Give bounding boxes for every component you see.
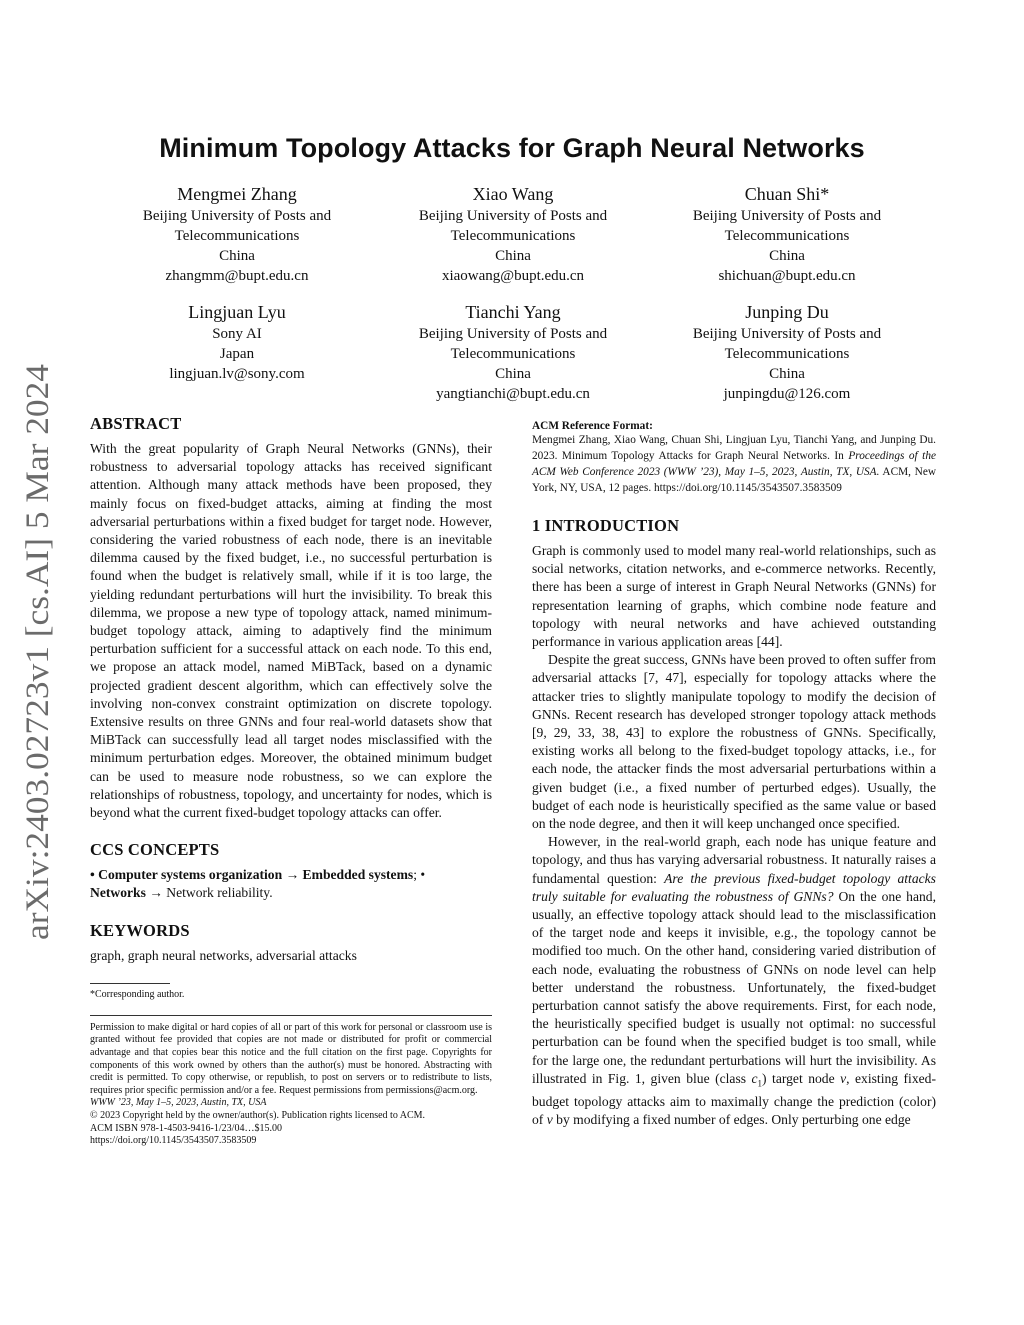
author-name: Mengmei Zhang <box>177 184 297 204</box>
intro-paragraph-2: Despite the great success, GNNs have been proved to often suffer from adversarial attacks [7, 47], especially for topology attacks where the attacker tries to slightly manipulate topology to modify the decision of GNNs. Recent research has developed stronger topology attack methods [9, 29, 33, 38, 43] to explore the robustness of GNNs. Specifically, existing works all belong to the fixed-budget topology attacks, i.e., for each node, the attacker finds the most adversarial perturbations within a given budget (i.e., a fixed number of perturbed edges). Usually, the budget of each node is heuristically specified as the same value or based on the node degree, and then it will keep unchanged once specified. <box>532 652 936 832</box>
venue: WWW ’23, May 1–5, 2023, Austin, TX, USA <box>90 1097 267 1109</box>
author-block <box>642 183 932 286</box>
author-name: Junping Du <box>745 302 829 322</box>
ccs-heading: CCS CONCEPTS <box>90 840 220 860</box>
author-country: China <box>495 366 531 382</box>
footnote-divider <box>90 983 170 984</box>
author-email: junpingdu@126.com <box>723 386 851 402</box>
permission-text: Permission to make digital or hard copies of all or part of this work for personal or classroom use is granted without fee provided that copies are not made or distributed for profit or commercial advantage and that copies bear this notice and the full citation on the first page. Copyrights for components of this work owned by others than the author(s) must be honored. Abstracting with credit is permitted. To copy otherwise, or republish, to post on servers or to redistribute to lists, requires prior specific permission and/or a fee. Request permissions from permissions@acm.org. <box>90 1021 492 1096</box>
author-email: lingjuan.lv@sony.com <box>169 366 305 382</box>
author-affiliation: Beijing University of Posts and <box>692 208 882 224</box>
intro-paragraph-3: However, in the real-world graph, each node has unique feature and topology, and thus has varying adversarial robustness. It naturally raises a fundamental question: Are the previous fixed-budget topology attacks truly suitable for evaluating the robustness of GNNs? On the one hand, usually, an effective topology attack should lead to the misclassification of the target node and keeps it invisible, e.g., the topology cannot be modified too much. On the other hand, considering varied distribution of each node, evaluating the robustness of GNNs on node level can help better understand the robustness. Unfortunately, the fixed-budget perturbation cannot satisfy the above requirements. First, for each node, the heuristically specified budget is usually not optimal: no successful perturbation can be found when the specified budget is too small, while for the large one, the redundant perturbations will hurt the invisibility. As illustrated in Fig. 1, given blue (class $c_1$) target node v, existing fixed-budget topology attacks aim to maximally change the prediction (color) of v by modifying a fixed number of edges. Only perturbing one edge <box>532 834 936 1128</box>
ccs-concept-1: • Computer systems organization → Embedded systems <box>90 867 414 883</box>
author-name: Chuan Shi* <box>744 184 830 204</box>
author-country: China <box>769 366 805 382</box>
permission-divider <box>90 1015 492 1016</box>
intro-heading: 1 INTRODUCTION <box>532 516 680 535</box>
author-country: Japan <box>219 346 255 362</box>
author-email: zhangmm@bupt.edu.cn <box>165 268 309 284</box>
author-country: China <box>219 248 255 264</box>
author-block <box>368 301 658 404</box>
ccs-section <box>90 840 492 902</box>
author-affiliation: Telecommunications <box>724 346 850 362</box>
keywords-heading: KEYWORDS <box>90 920 190 940</box>
author-affiliation: Beijing University of Posts and <box>418 326 608 342</box>
paper-title: Minimum Topology Attacks for Graph Neural Networks <box>159 133 865 163</box>
acm-ref-heading: ACM Reference Format: <box>532 420 653 432</box>
arxiv-stamp-text: arXiv:2403.02723v1 [cs.AI] 5 Mar 2024 <box>20 402 56 940</box>
acm-ref-text: Mengmei Zhang, Xiao Wang, Chuan Shi, Lingjuan Lyu, Tianchi Yang, and Junping Du. 2023. Minimum Topology Attacks for Graph Neural Networks. In Proceedings of the ACM Web Conference 2023 (WWW ’23), May 1–5, 2023, Austin, TX, USA. ACM, New York, NY, USA, 12 pages. https://doi.org/10.1145/3543507.3583509 <box>532 434 936 494</box>
intro-paragraph-1: Graph is commonly used to model many real-world relationships, such as social networks, citation networks, and e-commerce networks. Recently, there has been a surge of interest in Graph Neural Networks (GNNs) for representation learning of graphs, which combine node feature and topology with neural networks and have achieved outstanding performance in various application areas [44]. <box>532 543 936 650</box>
abstract-heading: ABSTRACT <box>90 414 182 433</box>
author-affiliation: Sony AI <box>212 326 262 342</box>
author-affiliation: Telecommunications <box>724 228 850 244</box>
keywords-text: graph, graph neural networks, adversarial attacks <box>90 947 357 963</box>
author-email: xiaowang@bupt.edu.cn <box>441 268 585 284</box>
author-name: Lingjuan Lyu <box>188 302 286 322</box>
copyright: © 2023 Copyright held by the owner/author(s). Publication rights licensed to ACM. <box>90 1110 426 1122</box>
left-column <box>90 414 492 1148</box>
author-country: China <box>495 248 531 264</box>
author-affiliation: Beijing University of Posts and <box>142 208 332 224</box>
footnote: *Corresponding author. <box>90 988 185 1000</box>
ccs-text: • Computer systems organization → Embedded systems; • Networks → Network reliability. <box>90 867 426 901</box>
author-affiliation: Telecommunications <box>450 346 576 362</box>
author-email: shichuan@bupt.edu.cn <box>718 268 856 284</box>
author-affiliation: Telecommunications <box>174 228 300 244</box>
author-block <box>642 301 932 404</box>
author-affiliation: Beijing University of Posts and <box>692 326 882 342</box>
abstract-text: With the great popularity of Graph Neural Networks (GNNs), their robustness to adversarial topology attacks has received significant attention. Although many attack methods have been proposed, they mainly focus on fixed-budget attacks, aiming at finding the most adversarial perturbations within a fixed budget for target node. However, considering the varied robustness of each node, there is an inevitable dilemma caused by the fixed budget, i.e., no successful perturbation is found when the budget is relatively small, while if it is too large, the yielding redundant perturbations will hurt the invisibility. To break this dilemma, we propose a new type of topology attack, named minimum-budget topology attack, aiming to adaptively find the minimum perturbation sufficient for a successful attack on each node. To this end, we propose an attack model, named MiBTack, based on a dynamic projected gradient descent algorithm, which can effectively solve the involving non-convex constraint optimization on discrete topology. Extensive results on three GNNs and four real-world datasets show that MiBTack can successfully lead all target nodes misclassified with the minimum perturbation edges. Moreover, the obtained minimum budget can be used to measure node robustness, so we can explore the relationships of robustness, topology, and uncertainty for nodes, which is beyond what the current fixed-budget topology attacks can offer. <box>90 441 492 821</box>
author-email: yangtianchi@bupt.edu.cn <box>436 386 590 402</box>
arxiv-stamp <box>14 362 58 940</box>
doi-link[interactable]: https://doi.org/10.1145/3543507.3583509 <box>90 1135 257 1147</box>
author-block <box>92 183 382 286</box>
isbn: ACM ISBN 978-1-4503-9416-1/23/04…$15.00 <box>90 1122 282 1134</box>
author-affiliation: Telecommunications <box>450 228 576 244</box>
author-affiliation: Beijing University of Posts and <box>418 208 608 224</box>
author-block <box>368 183 658 286</box>
author-name: Xiao Wang <box>472 184 554 204</box>
keywords-section <box>90 921 492 965</box>
permission-block <box>90 1022 492 1148</box>
right-column <box>532 414 936 1129</box>
author-country: China <box>769 248 805 264</box>
ccs-concept-2: Networks <box>90 885 146 901</box>
author-name: Tianchi Yang <box>465 302 561 322</box>
author-block <box>92 301 382 384</box>
